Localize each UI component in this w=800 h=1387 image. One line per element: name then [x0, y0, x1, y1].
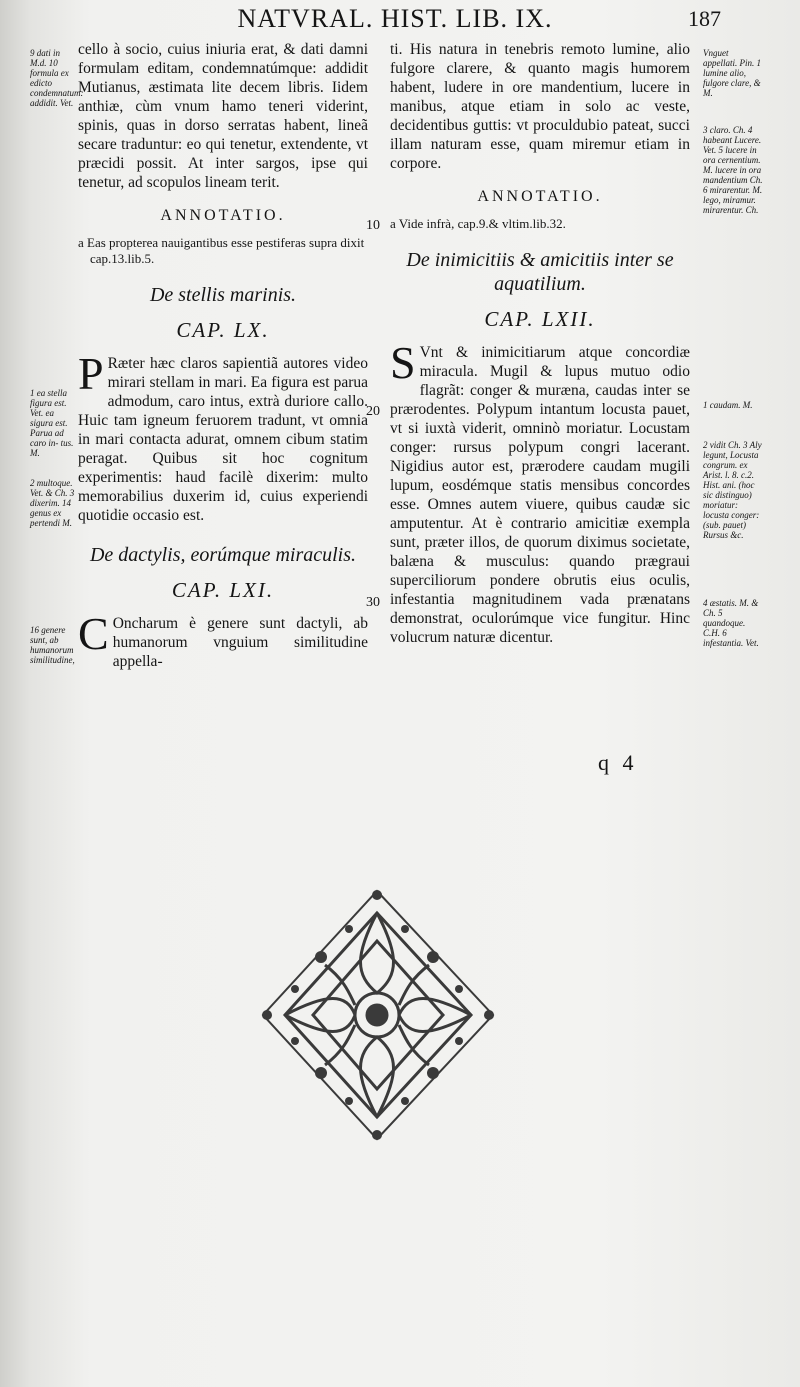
paragraph-left-3 [78, 608, 368, 671]
signature-mark: q 4 [598, 750, 638, 775]
drop-cap-p: P [78, 348, 104, 399]
margin-note-left: 9 dati in M.d. 10 formula ex edicto condemnatum: addidit. Vet. [30, 48, 84, 108]
section-title-inimicitiis: De inimicitiis & amicitiis inter se aquatilium. [406, 249, 674, 295]
margin-note-right: 4 æstatis. M. & Ch. 5 quandoque. C.H. 6 infestantia. Vet. [703, 598, 759, 648]
margin-note-left: 16 genere sunt, ab humanorum similitudine, [30, 625, 75, 665]
chapter-heading-lxii: CAP. LXII. [484, 307, 596, 331]
page-number: 187 [688, 6, 721, 31]
left-column [78, 40, 368, 671]
annotation-note-right: a Vide infrà, cap.9.& vltim.lib.32. [390, 216, 566, 231]
paragraph-right-2-text: Vnt & inimicitiarum atque concordiæ miracula. Mugil & lupus mutuo odio flagrãt: conger & muræna, caudas inter se prærodentes. Polypum intantum locusta pauet, vt si iuxtà viderit, omninò moriatur. Locustam conger: rursus polypum congri lacerant. Nigidius autor est, prærodere caudam mugili lupum, eosdémque statis mensibus concordes esse. Omnes autem viuere, quibus caudæ sic amputentur. At è contrario amicitiæ exempla sunt, præter illos, de quorum diximus societate, balæna & musculus: quando prægraui superciliorum pondere obrutis eius oculis, infestantia magnitudinem vada prænatans demonstrat, oculorúmque vice fungitur. Hinc volucrum naturæ dicentur. [390, 344, 690, 646]
paragraph-left-2-text: Ræter hæc claros sapientiã autores video mirari stellam in mari. Ea figura est parua admodum, caro intus, extrà duriore callo. Huic tam igneum feruorem tradunt, vt omnia in mari contacta adurat, omnem cibum statim peragat. Quibus sit hoc cognitum experimentis: haud facilè dixerim: multo memorabilius duxerim id, cuius experiendi quotidie occasio est. [78, 355, 368, 524]
section-title-dactylis: De dactylis, eorúmque miraculis. [89, 544, 357, 566]
right-column [390, 40, 690, 647]
margin-note-right: 1 caudam. M. [703, 400, 753, 410]
running-head: NATVRAL. HIST. LIB. IX. [237, 4, 553, 33]
section-title-stellis: De stellis marinis. [149, 284, 297, 306]
chapter-heading-lxi: CAP. LXI. [171, 578, 275, 602]
line-number: 30 [366, 595, 380, 610]
annotation-heading-right: ANNOTATIO. [477, 188, 603, 205]
margin-note-left: 2 multoque. Vet. & Ch. 3 dixerim. 14 genus ex pertendi M. [30, 478, 75, 528]
annotation-heading-left: ANNOTATIO. [160, 207, 286, 224]
paragraph-left-3-text: Oncharum è genere sunt dactyli, ab humanorum vnguium similitudine appella- [112, 615, 368, 670]
margin-note-left: 1 ea stella figura est. Vet. ea sigura est. Parua ad caro in- tus. M. [30, 388, 74, 458]
margin-note-right: Vnguet appellati. Pin. 1 lumine alio, fulgore clare, & M. [703, 48, 761, 98]
paragraph-left-2 [78, 348, 368, 525]
margin-note-right: 3 claro. Ch. 4 habeant Lucere. Vet. 5 lucere in ora cernentium. M. lucere in ora mandentium Ch. 6 mirarentur. M. lego, miramur. mirarentur. Ch. [703, 125, 763, 215]
chapter-heading-lx: CAP. LX. [176, 318, 270, 342]
floral-ornament-icon [255, 885, 500, 1145]
margin-note-right: 2 vidit Ch. 3 Aly legunt, Locusta congrum. ex Arist. l. 8. c.2. Hist. ani. (hoc sic distinguo) moriatur: locusta conger: (sub. pauet) Rursus &c. [703, 440, 762, 540]
line-number: 20 [366, 404, 380, 419]
paragraph-left-1: cello à socio, cuius iniuria erat, & dati damni formulam editam, condemnatúmque: addidit Mutianus, æstimata lite decem libris. Iidem anthiæ, cùm vnum hamo teneri viderint, spinis, quas in dorso serratas habent, lineã secare traduntur: eo qui tenetur, extendente, vt præcidi possit. At inter sargos, ipse qui tenetur, ad scopulos lineam terit. [78, 41, 368, 191]
paragraph-right-2 [390, 337, 690, 647]
drop-cap-s: S [390, 337, 416, 388]
drop-cap-c: C [78, 608, 109, 659]
annotation-note-left: a Eas propterea nauigantibus esse pestiferas supra dixit cap.13.lib.5. [78, 235, 365, 266]
line-number: 10 [366, 218, 380, 233]
paragraph-right-1: ti. His natura in tenebris remoto lumine, alio fulgore clarere, & quanto magis humorem habent, ludere in ore mandentium, lucere in manibus, atque etiam in solo ac veste, decidentibus guttis: vt proculdubio pateat, succi illam naturam esse, quam miremur etiam in corpore. [390, 41, 690, 172]
